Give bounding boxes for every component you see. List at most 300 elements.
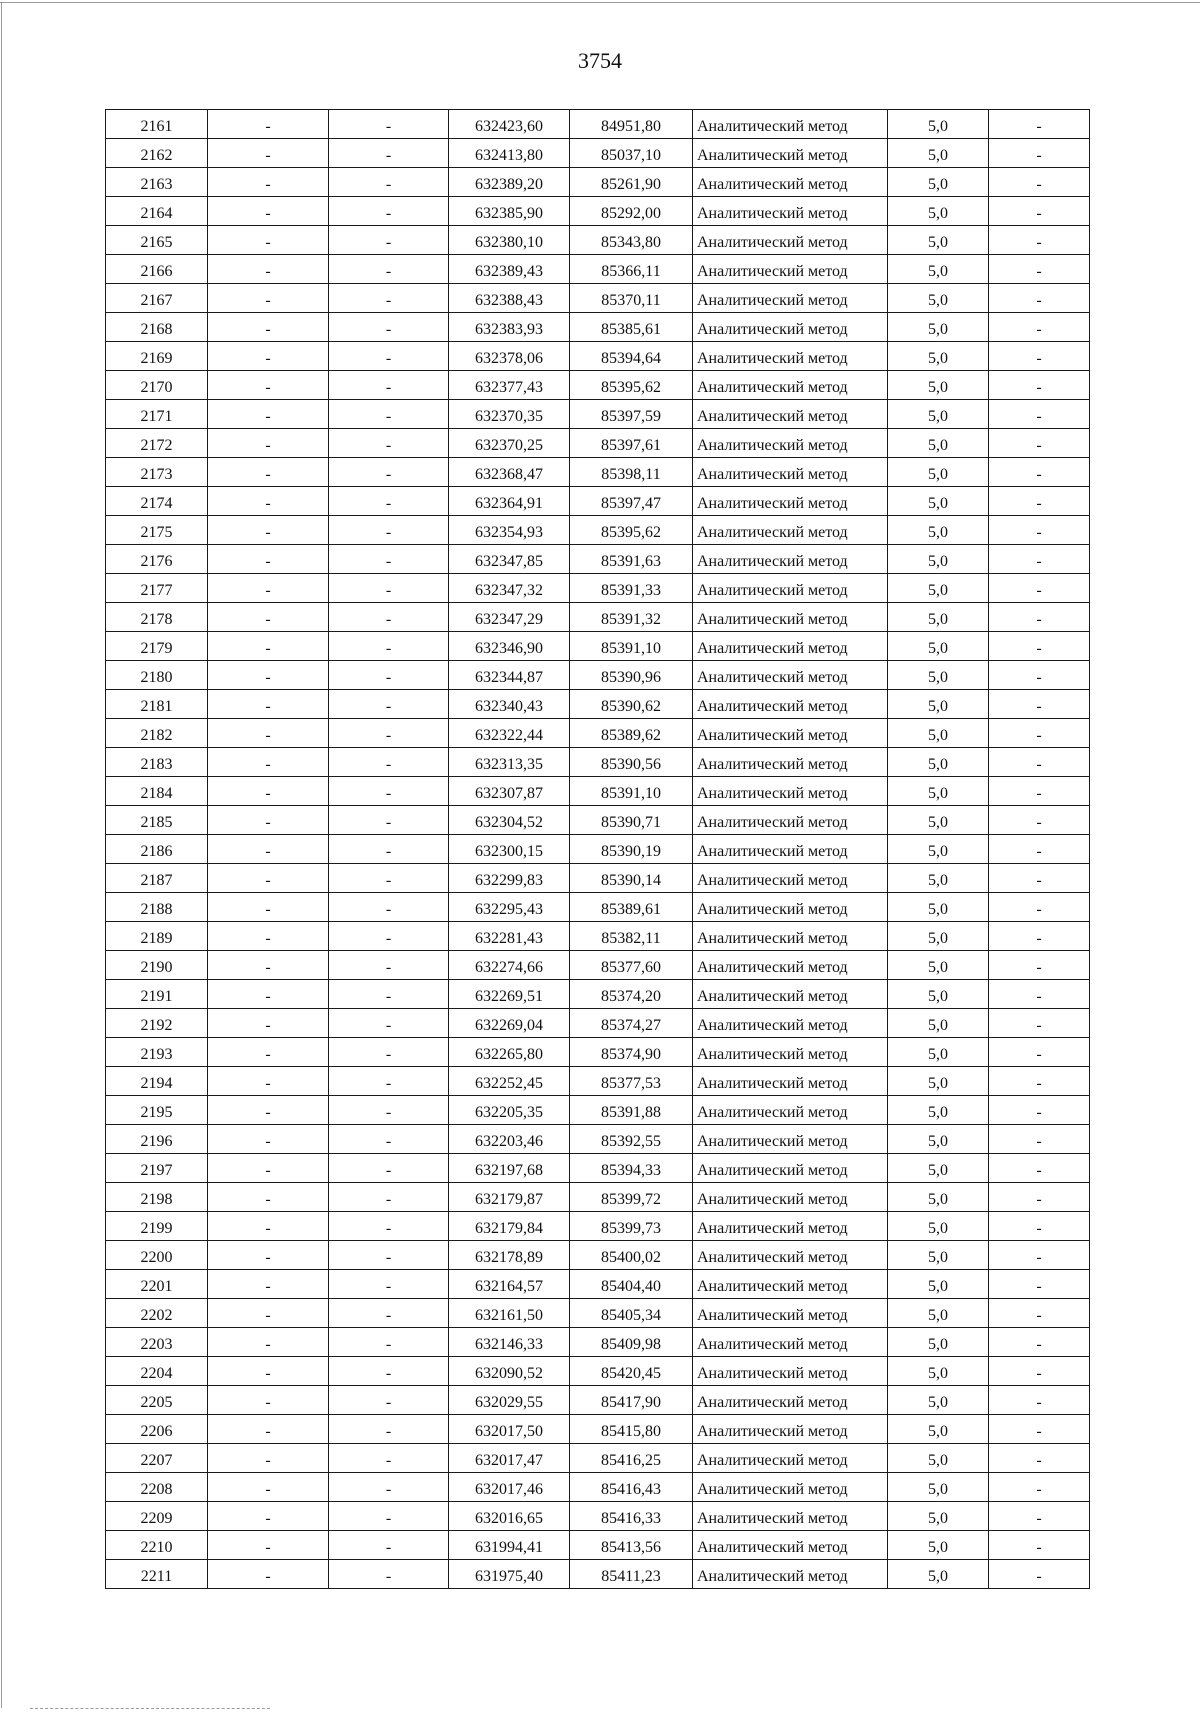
empty-cell-b: - bbox=[329, 487, 449, 516]
accuracy-cell: 5,0 bbox=[888, 719, 989, 748]
point-number-cell: 2168 bbox=[106, 313, 208, 342]
empty-cell-a: - bbox=[208, 1531, 329, 1560]
x-coordinate-cell: 632090,52 bbox=[449, 1357, 570, 1386]
point-number-cell: 2177 bbox=[106, 574, 208, 603]
note-cell: - bbox=[989, 255, 1090, 284]
empty-cell-b: - bbox=[329, 922, 449, 951]
note-cell: - bbox=[989, 284, 1090, 313]
note-cell: - bbox=[989, 835, 1090, 864]
table-row bbox=[106, 1531, 1090, 1560]
y-coordinate-cell: 85037,10 bbox=[570, 139, 693, 168]
x-coordinate-cell: 632347,85 bbox=[449, 545, 570, 574]
method-cell: Аналитический метод bbox=[693, 545, 888, 574]
accuracy-cell: 5,0 bbox=[888, 226, 989, 255]
table-row bbox=[106, 1125, 1090, 1154]
empty-cell-b: - bbox=[329, 864, 449, 893]
point-number-cell: 2195 bbox=[106, 1096, 208, 1125]
point-number-cell: 2165 bbox=[106, 226, 208, 255]
note-cell: - bbox=[989, 400, 1090, 429]
scan-left-edge bbox=[1, 2, 2, 1708]
empty-cell-b: - bbox=[329, 893, 449, 922]
y-coordinate-cell: 85374,90 bbox=[570, 1038, 693, 1067]
method-cell: Аналитический метод bbox=[693, 1444, 888, 1473]
y-coordinate-cell: 85390,56 bbox=[570, 748, 693, 777]
x-coordinate-cell: 631994,41 bbox=[449, 1531, 570, 1560]
empty-cell-b: - bbox=[329, 1328, 449, 1357]
y-coordinate-cell: 85397,59 bbox=[570, 400, 693, 429]
accuracy-cell: 5,0 bbox=[888, 110, 989, 139]
table-row bbox=[106, 574, 1090, 603]
x-coordinate-cell: 632029,55 bbox=[449, 1386, 570, 1415]
point-number-cell: 2180 bbox=[106, 661, 208, 690]
x-coordinate-cell: 632340,43 bbox=[449, 690, 570, 719]
empty-cell-a: - bbox=[208, 1473, 329, 1502]
note-cell: - bbox=[989, 1531, 1090, 1560]
table-row bbox=[106, 1154, 1090, 1183]
x-coordinate-cell: 632203,46 bbox=[449, 1125, 570, 1154]
empty-cell-a: - bbox=[208, 1009, 329, 1038]
note-cell: - bbox=[989, 719, 1090, 748]
y-coordinate-cell: 85399,72 bbox=[570, 1183, 693, 1212]
x-coordinate-cell: 632017,47 bbox=[449, 1444, 570, 1473]
x-coordinate-cell: 632269,51 bbox=[449, 980, 570, 1009]
empty-cell-a: - bbox=[208, 1444, 329, 1473]
method-cell: Аналитический метод bbox=[693, 1125, 888, 1154]
x-coordinate-cell: 632385,90 bbox=[449, 197, 570, 226]
accuracy-cell: 5,0 bbox=[888, 313, 989, 342]
x-coordinate-cell: 632179,87 bbox=[449, 1183, 570, 1212]
x-coordinate-cell: 632370,35 bbox=[449, 400, 570, 429]
x-coordinate-cell: 632016,65 bbox=[449, 1502, 570, 1531]
note-cell: - bbox=[989, 342, 1090, 371]
table-row bbox=[106, 1038, 1090, 1067]
table-row bbox=[106, 516, 1090, 545]
method-cell: Аналитический метод bbox=[693, 255, 888, 284]
empty-cell-b: - bbox=[329, 1299, 449, 1328]
accuracy-cell: 5,0 bbox=[888, 1154, 989, 1183]
empty-cell-a: - bbox=[208, 168, 329, 197]
accuracy-cell: 5,0 bbox=[888, 1096, 989, 1125]
y-coordinate-cell: 85413,56 bbox=[570, 1531, 693, 1560]
x-coordinate-cell: 632307,87 bbox=[449, 777, 570, 806]
table-row bbox=[106, 342, 1090, 371]
accuracy-cell: 5,0 bbox=[888, 400, 989, 429]
method-cell: Аналитический метод bbox=[693, 371, 888, 400]
empty-cell-b: - bbox=[329, 1125, 449, 1154]
empty-cell-b: - bbox=[329, 1415, 449, 1444]
y-coordinate-cell: 85392,55 bbox=[570, 1125, 693, 1154]
method-cell: Аналитический метод bbox=[693, 1212, 888, 1241]
x-coordinate-cell: 632354,93 bbox=[449, 516, 570, 545]
empty-cell-a: - bbox=[208, 922, 329, 951]
empty-cell-b: - bbox=[329, 400, 449, 429]
empty-cell-b: - bbox=[329, 1502, 449, 1531]
method-cell: Аналитический метод bbox=[693, 806, 888, 835]
table-row bbox=[106, 748, 1090, 777]
empty-cell-a: - bbox=[208, 487, 329, 516]
x-coordinate-cell: 632370,25 bbox=[449, 429, 570, 458]
scan-bottom-edge bbox=[30, 1708, 270, 1709]
empty-cell-b: - bbox=[329, 719, 449, 748]
method-cell: Аналитический метод bbox=[693, 1270, 888, 1299]
x-coordinate-cell: 632347,29 bbox=[449, 603, 570, 632]
point-number-cell: 2178 bbox=[106, 603, 208, 632]
accuracy-cell: 5,0 bbox=[888, 1125, 989, 1154]
empty-cell-a: - bbox=[208, 980, 329, 1009]
empty-cell-a: - bbox=[208, 1212, 329, 1241]
point-number-cell: 2203 bbox=[106, 1328, 208, 1357]
x-coordinate-cell: 632178,89 bbox=[449, 1241, 570, 1270]
point-number-cell: 2211 bbox=[106, 1560, 208, 1589]
accuracy-cell: 5,0 bbox=[888, 1502, 989, 1531]
method-cell: Аналитический метод bbox=[693, 632, 888, 661]
accuracy-cell: 5,0 bbox=[888, 748, 989, 777]
empty-cell-b: - bbox=[329, 661, 449, 690]
y-coordinate-cell: 85391,32 bbox=[570, 603, 693, 632]
accuracy-cell: 5,0 bbox=[888, 545, 989, 574]
empty-cell-b: - bbox=[329, 806, 449, 835]
note-cell: - bbox=[989, 748, 1090, 777]
point-number-cell: 2207 bbox=[106, 1444, 208, 1473]
table-row bbox=[106, 1386, 1090, 1415]
empty-cell-a: - bbox=[208, 1386, 329, 1415]
method-cell: Аналитический метод bbox=[693, 516, 888, 545]
note-cell: - bbox=[989, 458, 1090, 487]
note-cell: - bbox=[989, 197, 1090, 226]
note-cell: - bbox=[989, 1009, 1090, 1038]
empty-cell-b: - bbox=[329, 110, 449, 139]
accuracy-cell: 5,0 bbox=[888, 487, 989, 516]
accuracy-cell: 5,0 bbox=[888, 168, 989, 197]
x-coordinate-cell: 632274,66 bbox=[449, 951, 570, 980]
point-number-cell: 2208 bbox=[106, 1473, 208, 1502]
note-cell: - bbox=[989, 1473, 1090, 1502]
note-cell: - bbox=[989, 1560, 1090, 1589]
method-cell: Аналитический метод bbox=[693, 168, 888, 197]
empty-cell-a: - bbox=[208, 1328, 329, 1357]
y-coordinate-cell: 85391,10 bbox=[570, 632, 693, 661]
point-number-cell: 2167 bbox=[106, 284, 208, 313]
point-number-cell: 2194 bbox=[106, 1067, 208, 1096]
note-cell: - bbox=[989, 574, 1090, 603]
empty-cell-a: - bbox=[208, 1183, 329, 1212]
y-coordinate-cell: 85420,45 bbox=[570, 1357, 693, 1386]
empty-cell-b: - bbox=[329, 1038, 449, 1067]
note-cell: - bbox=[989, 139, 1090, 168]
y-coordinate-cell: 85416,25 bbox=[570, 1444, 693, 1473]
table-row bbox=[106, 284, 1090, 313]
table-row bbox=[106, 603, 1090, 632]
accuracy-cell: 5,0 bbox=[888, 1473, 989, 1502]
empty-cell-a: - bbox=[208, 1502, 329, 1531]
table-row bbox=[106, 429, 1090, 458]
table-row bbox=[106, 1241, 1090, 1270]
x-coordinate-cell: 632423,60 bbox=[449, 110, 570, 139]
accuracy-cell: 5,0 bbox=[888, 1299, 989, 1328]
empty-cell-a: - bbox=[208, 864, 329, 893]
x-coordinate-cell: 632380,10 bbox=[449, 226, 570, 255]
table-row bbox=[106, 1560, 1090, 1589]
note-cell: - bbox=[989, 1038, 1090, 1067]
point-number-cell: 2161 bbox=[106, 110, 208, 139]
x-coordinate-cell: 631975,40 bbox=[449, 1560, 570, 1589]
point-number-cell: 2210 bbox=[106, 1531, 208, 1560]
method-cell: Аналитический метод bbox=[693, 197, 888, 226]
method-cell: Аналитический метод bbox=[693, 1328, 888, 1357]
point-number-cell: 2204 bbox=[106, 1357, 208, 1386]
note-cell: - bbox=[989, 806, 1090, 835]
accuracy-cell: 5,0 bbox=[888, 1183, 989, 1212]
method-cell: Аналитический метод bbox=[693, 777, 888, 806]
empty-cell-a: - bbox=[208, 1038, 329, 1067]
point-number-cell: 2186 bbox=[106, 835, 208, 864]
note-cell: - bbox=[989, 516, 1090, 545]
y-coordinate-cell: 85391,10 bbox=[570, 777, 693, 806]
accuracy-cell: 5,0 bbox=[888, 661, 989, 690]
empty-cell-a: - bbox=[208, 835, 329, 864]
point-number-cell: 2192 bbox=[106, 1009, 208, 1038]
y-coordinate-cell: 85377,53 bbox=[570, 1067, 693, 1096]
table-row bbox=[106, 458, 1090, 487]
y-coordinate-cell: 85261,90 bbox=[570, 168, 693, 197]
x-coordinate-cell: 632304,52 bbox=[449, 806, 570, 835]
empty-cell-b: - bbox=[329, 1183, 449, 1212]
accuracy-cell: 5,0 bbox=[888, 1444, 989, 1473]
x-coordinate-cell: 632413,80 bbox=[449, 139, 570, 168]
table-row bbox=[106, 690, 1090, 719]
point-number-cell: 2200 bbox=[106, 1241, 208, 1270]
empty-cell-b: - bbox=[329, 516, 449, 545]
point-number-cell: 2175 bbox=[106, 516, 208, 545]
y-coordinate-cell: 85377,60 bbox=[570, 951, 693, 980]
table-row bbox=[106, 255, 1090, 284]
empty-cell-a: - bbox=[208, 284, 329, 313]
table-row bbox=[106, 719, 1090, 748]
table-row bbox=[106, 1212, 1090, 1241]
empty-cell-a: - bbox=[208, 806, 329, 835]
note-cell: - bbox=[989, 1502, 1090, 1531]
table-row bbox=[106, 1183, 1090, 1212]
point-number-cell: 2190 bbox=[106, 951, 208, 980]
method-cell: Аналитический метод bbox=[693, 400, 888, 429]
table-row bbox=[106, 110, 1090, 139]
point-number-cell: 2201 bbox=[106, 1270, 208, 1299]
method-cell: Аналитический метод bbox=[693, 110, 888, 139]
empty-cell-a: - bbox=[208, 197, 329, 226]
empty-cell-a: - bbox=[208, 1270, 329, 1299]
point-number-cell: 2188 bbox=[106, 893, 208, 922]
empty-cell-b: - bbox=[329, 458, 449, 487]
empty-cell-a: - bbox=[208, 1560, 329, 1589]
note-cell: - bbox=[989, 1183, 1090, 1212]
method-cell: Аналитический метод bbox=[693, 1357, 888, 1386]
table-row bbox=[106, 980, 1090, 1009]
note-cell: - bbox=[989, 1357, 1090, 1386]
accuracy-cell: 5,0 bbox=[888, 139, 989, 168]
table-row bbox=[106, 1473, 1090, 1502]
table-row bbox=[106, 632, 1090, 661]
y-coordinate-cell: 85385,61 bbox=[570, 313, 693, 342]
method-cell: Аналитический метод bbox=[693, 139, 888, 168]
empty-cell-a: - bbox=[208, 603, 329, 632]
note-cell: - bbox=[989, 1154, 1090, 1183]
point-number-cell: 2176 bbox=[106, 545, 208, 574]
accuracy-cell: 5,0 bbox=[888, 632, 989, 661]
method-cell: Аналитический метод bbox=[693, 661, 888, 690]
note-cell: - bbox=[989, 545, 1090, 574]
empty-cell-b: - bbox=[329, 632, 449, 661]
table-row bbox=[106, 922, 1090, 951]
empty-cell-a: - bbox=[208, 1241, 329, 1270]
empty-cell-b: - bbox=[329, 574, 449, 603]
x-coordinate-cell: 632197,68 bbox=[449, 1154, 570, 1183]
empty-cell-a: - bbox=[208, 574, 329, 603]
method-cell: Аналитический метод bbox=[693, 1183, 888, 1212]
empty-cell-a: - bbox=[208, 748, 329, 777]
y-coordinate-cell: 85366,11 bbox=[570, 255, 693, 284]
x-coordinate-cell: 632368,47 bbox=[449, 458, 570, 487]
accuracy-cell: 5,0 bbox=[888, 603, 989, 632]
table-row bbox=[106, 1502, 1090, 1531]
note-cell: - bbox=[989, 313, 1090, 342]
note-cell: - bbox=[989, 893, 1090, 922]
empty-cell-b: - bbox=[329, 139, 449, 168]
point-number-cell: 2206 bbox=[106, 1415, 208, 1444]
empty-cell-a: - bbox=[208, 1415, 329, 1444]
accuracy-cell: 5,0 bbox=[888, 864, 989, 893]
note-cell: - bbox=[989, 864, 1090, 893]
table-row bbox=[106, 226, 1090, 255]
y-coordinate-cell: 85389,62 bbox=[570, 719, 693, 748]
empty-cell-b: - bbox=[329, 1444, 449, 1473]
empty-cell-b: - bbox=[329, 1473, 449, 1502]
empty-cell-b: - bbox=[329, 1531, 449, 1560]
empty-cell-b: - bbox=[329, 255, 449, 284]
empty-cell-b: - bbox=[329, 1212, 449, 1241]
empty-cell-a: - bbox=[208, 313, 329, 342]
empty-cell-b: - bbox=[329, 1386, 449, 1415]
method-cell: Аналитический метод bbox=[693, 1241, 888, 1270]
method-cell: Аналитический метод bbox=[693, 1067, 888, 1096]
accuracy-cell: 5,0 bbox=[888, 284, 989, 313]
page-number: 3754 bbox=[578, 48, 622, 73]
empty-cell-b: - bbox=[329, 980, 449, 1009]
point-number-cell: 2162 bbox=[106, 139, 208, 168]
table-row bbox=[106, 545, 1090, 574]
note-cell: - bbox=[989, 1212, 1090, 1241]
method-cell: Аналитический метод bbox=[693, 487, 888, 516]
note-cell: - bbox=[989, 603, 1090, 632]
point-number-cell: 2166 bbox=[106, 255, 208, 284]
accuracy-cell: 5,0 bbox=[888, 197, 989, 226]
table-body bbox=[106, 110, 1090, 1589]
y-coordinate-cell: 85404,40 bbox=[570, 1270, 693, 1299]
table-row bbox=[106, 1270, 1090, 1299]
y-coordinate-cell: 85374,27 bbox=[570, 1009, 693, 1038]
empty-cell-b: - bbox=[329, 226, 449, 255]
empty-cell-b: - bbox=[329, 748, 449, 777]
x-coordinate-cell: 632179,84 bbox=[449, 1212, 570, 1241]
empty-cell-b: - bbox=[329, 1560, 449, 1589]
point-number-cell: 2189 bbox=[106, 922, 208, 951]
empty-cell-a: - bbox=[208, 1357, 329, 1386]
empty-cell-b: - bbox=[329, 1357, 449, 1386]
method-cell: Аналитический метод bbox=[693, 1473, 888, 1502]
y-coordinate-cell: 85374,20 bbox=[570, 980, 693, 1009]
note-cell: - bbox=[989, 690, 1090, 719]
empty-cell-b: - bbox=[329, 313, 449, 342]
method-cell: Аналитический метод bbox=[693, 1038, 888, 1067]
method-cell: Аналитический метод bbox=[693, 922, 888, 951]
point-number-cell: 2164 bbox=[106, 197, 208, 226]
note-cell: - bbox=[989, 1096, 1090, 1125]
x-coordinate-cell: 632364,91 bbox=[449, 487, 570, 516]
empty-cell-a: - bbox=[208, 777, 329, 806]
empty-cell-b: - bbox=[329, 835, 449, 864]
empty-cell-a: - bbox=[208, 1125, 329, 1154]
accuracy-cell: 5,0 bbox=[888, 342, 989, 371]
point-number-cell: 2181 bbox=[106, 690, 208, 719]
x-coordinate-cell: 632265,80 bbox=[449, 1038, 570, 1067]
note-cell: - bbox=[989, 1328, 1090, 1357]
note-cell: - bbox=[989, 487, 1090, 516]
table-row bbox=[106, 777, 1090, 806]
x-coordinate-cell: 632378,06 bbox=[449, 342, 570, 371]
y-coordinate-cell: 85390,19 bbox=[570, 835, 693, 864]
note-cell: - bbox=[989, 1067, 1090, 1096]
empty-cell-a: - bbox=[208, 545, 329, 574]
y-coordinate-cell: 85395,62 bbox=[570, 516, 693, 545]
accuracy-cell: 5,0 bbox=[888, 1357, 989, 1386]
method-cell: Аналитический метод bbox=[693, 1531, 888, 1560]
note-cell: - bbox=[989, 226, 1090, 255]
empty-cell-b: - bbox=[329, 1096, 449, 1125]
table-row bbox=[106, 139, 1090, 168]
y-coordinate-cell: 85415,80 bbox=[570, 1415, 693, 1444]
table-row bbox=[106, 951, 1090, 980]
table-row bbox=[106, 1328, 1090, 1357]
note-cell: - bbox=[989, 1241, 1090, 1270]
point-number-cell: 2184 bbox=[106, 777, 208, 806]
x-coordinate-cell: 632164,57 bbox=[449, 1270, 570, 1299]
empty-cell-a: - bbox=[208, 458, 329, 487]
empty-cell-a: - bbox=[208, 661, 329, 690]
y-coordinate-cell: 85399,73 bbox=[570, 1212, 693, 1241]
point-number-cell: 2187 bbox=[106, 864, 208, 893]
method-cell: Аналитический метод bbox=[693, 342, 888, 371]
empty-cell-b: - bbox=[329, 951, 449, 980]
empty-cell-a: - bbox=[208, 226, 329, 255]
accuracy-cell: 5,0 bbox=[888, 690, 989, 719]
method-cell: Аналитический метод bbox=[693, 748, 888, 777]
accuracy-cell: 5,0 bbox=[888, 893, 989, 922]
empty-cell-a: - bbox=[208, 1154, 329, 1183]
empty-cell-b: - bbox=[329, 603, 449, 632]
point-number-cell: 2172 bbox=[106, 429, 208, 458]
method-cell: Аналитический метод bbox=[693, 603, 888, 632]
note-cell: - bbox=[989, 1125, 1090, 1154]
y-coordinate-cell: 85390,14 bbox=[570, 864, 693, 893]
method-cell: Аналитический метод bbox=[693, 313, 888, 342]
note-cell: - bbox=[989, 661, 1090, 690]
y-coordinate-cell: 85343,80 bbox=[570, 226, 693, 255]
note-cell: - bbox=[989, 632, 1090, 661]
table-row bbox=[106, 1444, 1090, 1473]
y-coordinate-cell: 85389,61 bbox=[570, 893, 693, 922]
accuracy-cell: 5,0 bbox=[888, 777, 989, 806]
empty-cell-a: - bbox=[208, 429, 329, 458]
table-row bbox=[106, 197, 1090, 226]
